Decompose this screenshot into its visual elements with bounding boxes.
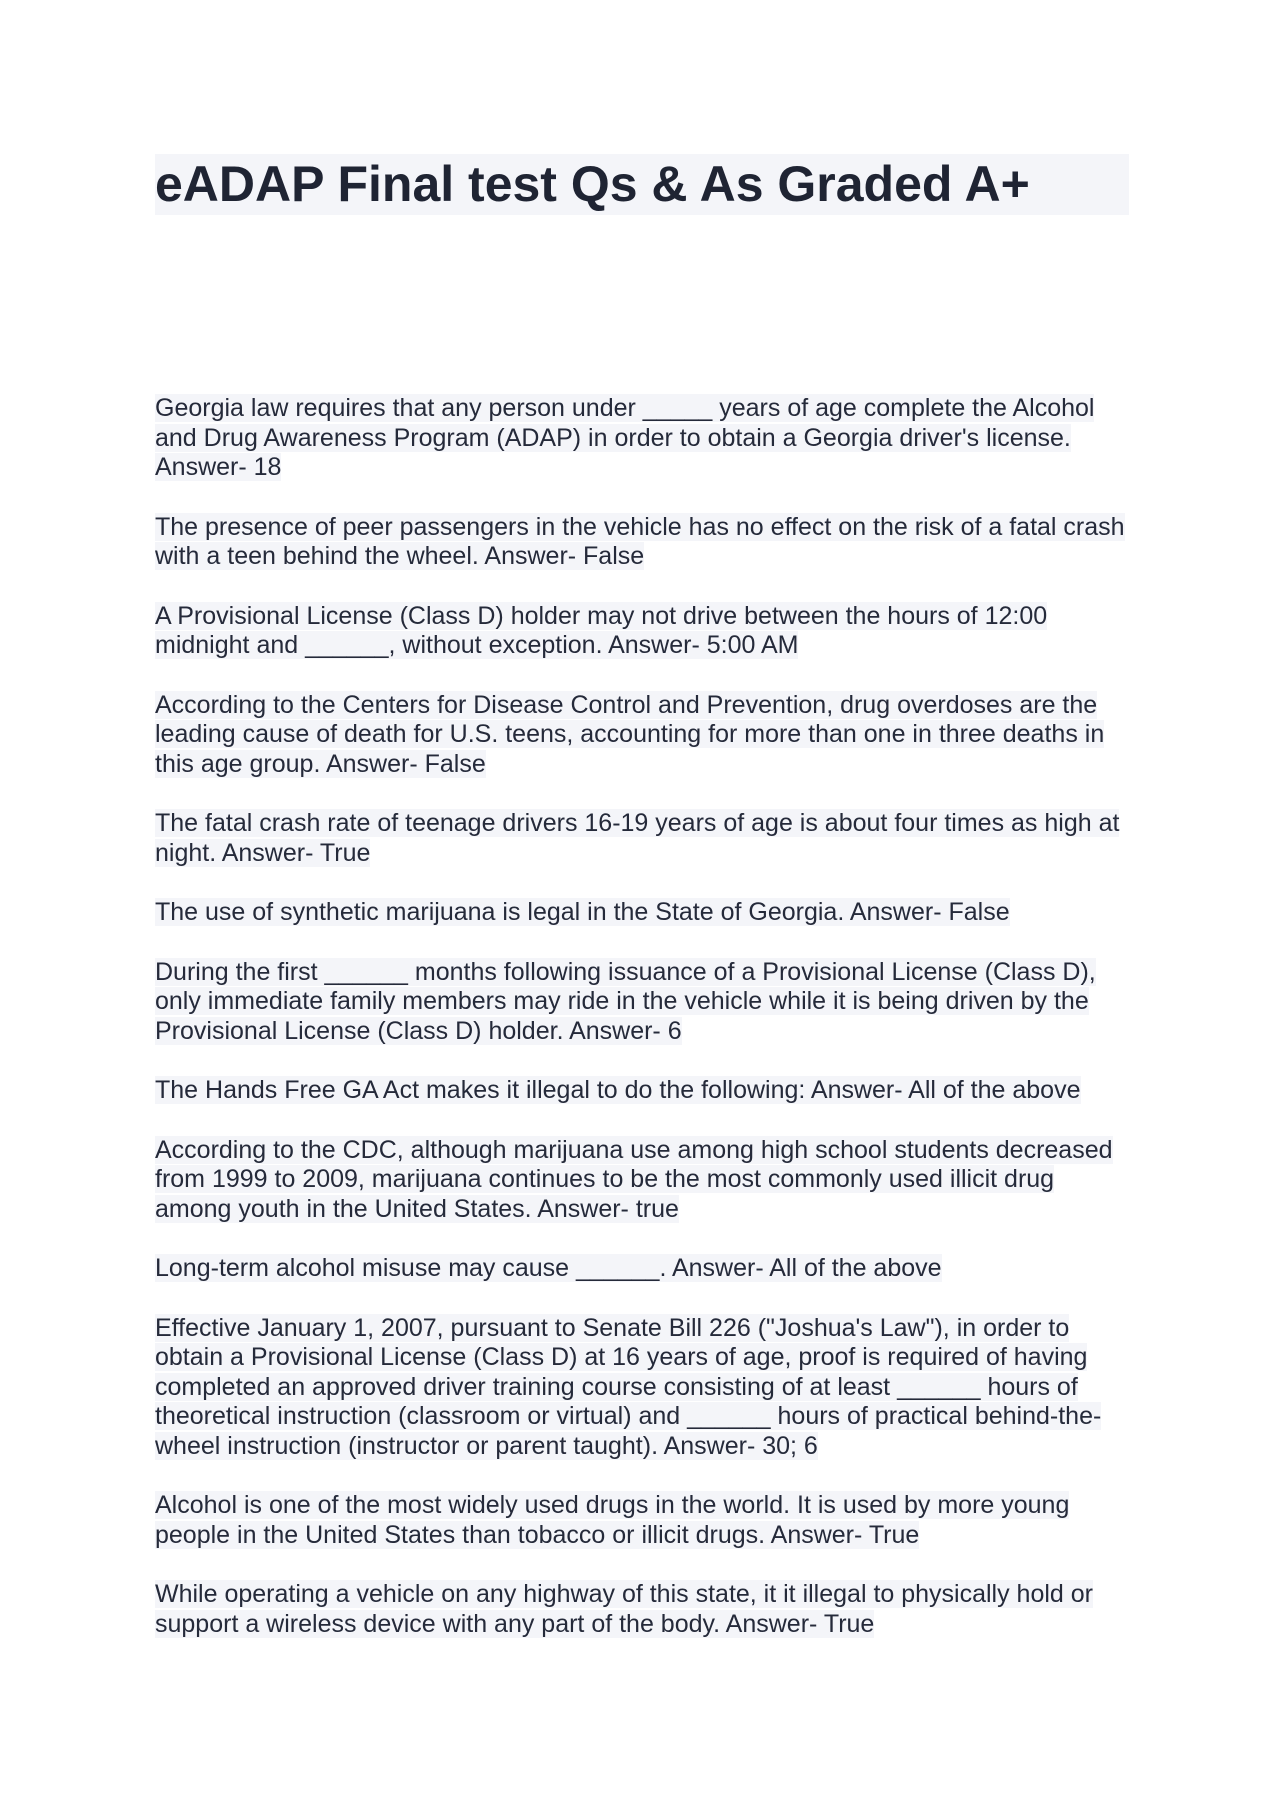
qa-item [155,691,1135,780]
qa-text: While operating a vehicle on any highway of this state, it it illegal to physically hold or support a wireless device with any part of the body. Answer- True [155,1580,1094,1638]
qa-list [155,394,1135,1669]
qa-text: The presence of peer passengers in the vehicle has no effect on the risk of a fatal crash with a teen behind the wheel. Answer- False [155,512,1125,570]
qa-text: Alcohol is one of the most widely used drugs in the world. It is used by more young people in the United States than tobacco or illicit drugs. Answer- True [155,1491,1070,1549]
document-title: eADAP Final test Qs & As Graded A+ [155,154,1129,215]
qa-text: The fatal crash rate of teenage drivers 16-19 years of age is about four times as high at night. Answer- True [155,809,1120,867]
qa-item [155,1254,1135,1284]
qa-item [155,958,1135,1047]
qa-item [155,1136,1135,1225]
qa-item [155,1580,1135,1639]
qa-text: During the first ______ months following issuance of a Provisional License (Class D), only immediate family members may ride in the vehicle while it is being driven by the Provisional License (Class D) holder. Answer- 6 [155,957,1096,1045]
qa-text: Long-term alcohol misuse may cause ______. Answer- All of the above [155,1254,942,1282]
qa-text: A Provisional License (Class D) holder may not drive between the hours of 12:00 midnight and ______, without exception. Answer- 5:00 AM [155,601,1048,659]
qa-item [155,1076,1135,1106]
qa-item [155,809,1135,868]
qa-item [155,394,1135,483]
qa-text: According to the CDC, although marijuana use among high school students decreased from 1999 to 2009, marijuana continues to be the most commonly used illicit drug among youth in the United States. Answer- true [155,1135,1113,1223]
qa-text: The Hands Free GA Act makes it illegal to do the following: Answer- All of the above [155,1076,1081,1104]
qa-item [155,513,1135,572]
qa-text: According to the Centers for Disease Control and Prevention, drug overdoses are the leading cause of death for U.S. teens, accounting for more than one in three deaths in this age group. Answer- False [155,690,1105,778]
qa-item [155,1314,1135,1462]
qa-item [155,1491,1135,1550]
qa-text: Georgia law requires that any person under _____ years of age complete the Alcohol and Drug Awareness Program (ADAP) in order to obtain a Georgia driver's license. Answer- 18 [155,394,1095,481]
qa-item [155,898,1135,928]
qa-item [155,602,1135,661]
qa-text: Effective January 1, 2007, pursuant to Senate Bill 226 ("Joshua's Law"), in order to obtain a Provisional License (Class D) at 16 years of age, proof is required of having completed an approved driver training course consisting of at least ______ hours of theoretical instruction (classroom or virtual) and ______ hours of practical behind-the-wheel instruction (instructor or parent taught). Answer- 30; 6 [155,1313,1102,1460]
qa-text: The use of synthetic marijuana is legal in the State of Georgia. Answer- False [155,898,1010,926]
